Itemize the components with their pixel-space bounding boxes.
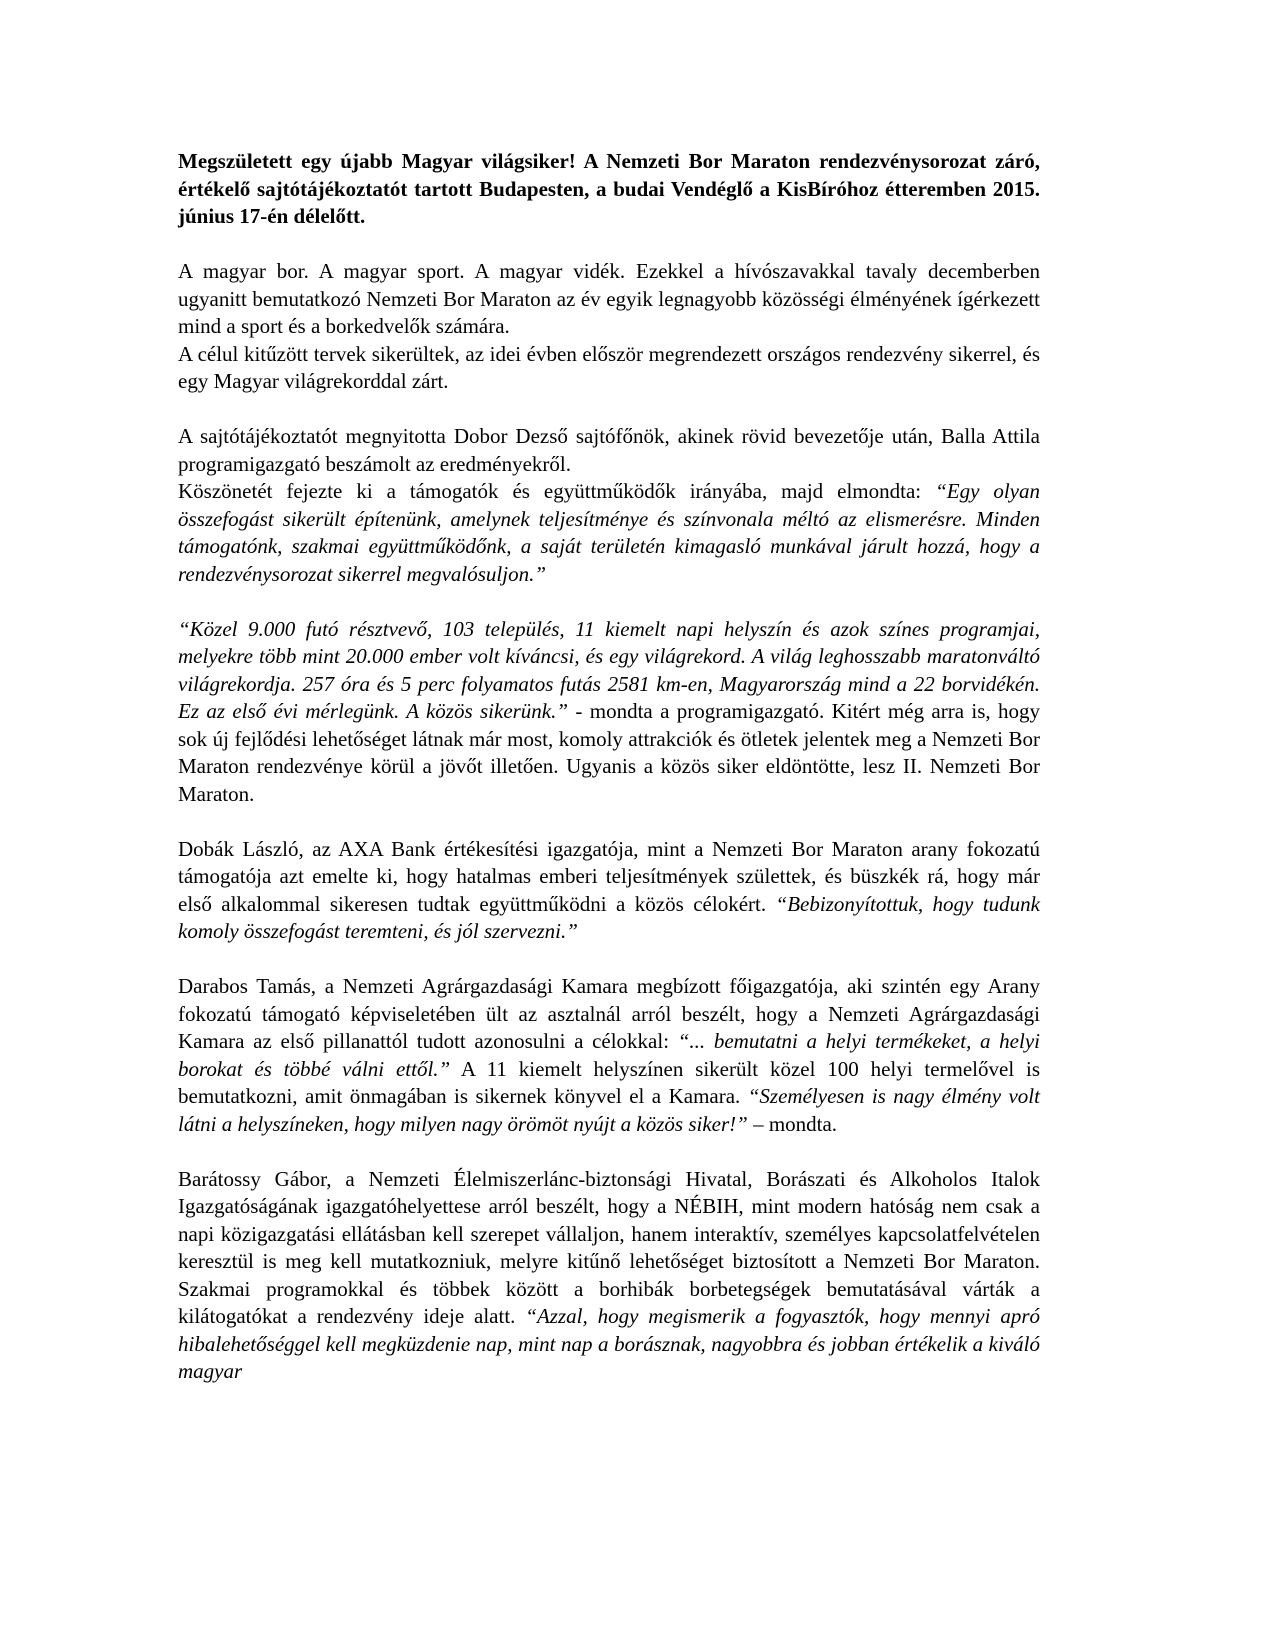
text-run: Darabos Tamás, a Nemzeti Agrárgazdasági Kamara megbízott főigazgatója, aki szintén egy Arany fokozatú támogató képviseletében ült az asztalnál arról beszélt, hogy a Nemzeti Agrárgazdasági Kamara az első pillanattól tudott azonosulni a célokkal:	[178, 974, 1040, 1053]
text-run: “Közel 9.000 futó résztvevő, 103 település, 11 kiemelt napi helyszín és azok színes programjai, melyekre több mint 20.000 ember volt kíváncsi, és egy világrekord. A világ leghosszabb maratonváltó világrekordja. 257 óra és 5 perc folyamatos futás 2581 km-en, Magyarország mind a 22 borvidékén. Ez az első évi mérlegünk. A közös sikerünk.”	[178, 616, 1040, 723]
text-run: “Személyesen is nagy élmény volt látni a helyszíneken, hogy milyen nagy örömöt nyújt a közös siker!”	[178, 1084, 1040, 1136]
text-block	[178, 836, 1040, 946]
text-run: A magyar bor. A magyar sport. A magyar vidék. Ezekkel a hívószavakkal tavaly decemberben ugyanitt bemutatkozó Nemzeti Bor Maraton az év egyik legnagyobb közösségi élményének ígérkezett mind a sport és a borkedvelők számára.	[178, 259, 1040, 338]
text-block	[178, 423, 1040, 588]
paragraph	[178, 478, 1040, 588]
text-block	[178, 258, 1040, 396]
text-run: “... bemutatni a helyi termékeket, a helyi borokat és többé válni ettől.”	[178, 1029, 1040, 1081]
text-run: – mondta.	[747, 1111, 838, 1136]
document-body	[178, 258, 1040, 1386]
text-run: Barátossy Gábor, a Nemzeti Élelmiszerlánc-biztonsági Hivatal, Borászati és Alkoholos Italok Igazgatóságának igazgatóhelyettese arról beszélt, hogy a NÉBIH, mint modern hatóság nem csak a napi közigazgatási ellátásban kell szerepet vállaljon, hanem interaktív, személyes kapcsolatfelvételen keresztül is meg kell mutatkozniuk, melyre kitűnő lehetőséget biztosított a Nemzeti Bor Maraton. Szakmai programokkal és többek között a borhibák borbetegségek bemutatásával várták a kilátogatókat a rendezvény ideje alatt.	[178, 1166, 1040, 1328]
document-title: Megszületett egy újabb Magyar világsiker! A Nemzeti Bor Maraton rendezvénysorozat záró, értékelő sajtótájékoztatót tartott Budapesten, a budai Vendéglő a KisBíróhoz étteremben 2015. június 17-én délelőtt.	[178, 149, 1040, 228]
paragraph	[178, 616, 1040, 809]
text-block	[178, 1166, 1040, 1386]
text-run: A célul kitűzött tervek sikerültek, az idei évben először megrendezett országos rendezvény sikerrel, és egy Magyar világrekorddal zárt.	[178, 341, 1040, 393]
text-run: A sajtótájékoztatót megnyitotta Dobor Dezső sajtófőnök, akinek rövid bevezetője után, Balla Attila programigazgató beszámolt az eredményekről.	[178, 424, 1040, 476]
paragraph	[178, 1166, 1040, 1386]
text-block	[178, 973, 1040, 1138]
text-block	[178, 616, 1040, 809]
paragraph	[178, 341, 1040, 396]
paragraph	[178, 423, 1040, 478]
paragraph	[178, 973, 1040, 1138]
text-run: A 11 kiemelt helyszínen sikerült közel 100 helyi termelővel is bemutatkozni, amit önmagában is sikernek könyvel el a Kamara.	[178, 1056, 1040, 1108]
paragraph	[178, 836, 1040, 946]
text-run: “Azzal, hogy megismerik a fogyasztók, hogy mennyi apró hibalehetőséggel kell megküzdenie nap, mint nap a borásznak, nagyobbra és jobban értékelik a kiváló magyar	[178, 1304, 1040, 1383]
text-run: Köszönetét fejezte ki a támogatók és együttműködők irányába, majd elmondta:	[178, 479, 936, 503]
text-run: “Egy olyan összefogást sikerült építenünk, amelynek teljesítménye és színvonala méltó az elismerésre. Minden támogatónk, szakmai együttműködőnk, a saját területén kimagasló munkával járult hozzá, hogy a rendezvénysorozat sikerrel megvalósuljon.”	[178, 479, 1040, 586]
text-run: “Bebizonyítottuk, hogy tudunk komoly összefogást teremteni, és jól szervezni.”	[178, 891, 1040, 943]
paragraph	[178, 258, 1040, 341]
text-run: Dobák László, az AXA Bank értékesítési igazgatója, mint a Nemzeti Bor Maraton arany fokozatú támogatója azt emelte ki, hogy hatalmas emberi teljesítmények születtek, és büszkék rá, hogy már első alkalommal sikeresen tudtak együttműködni a közös célokért.	[178, 836, 1040, 916]
text-run: - mondta a programigazgató. Kitért még arra is, hogy sok új fejlődési lehetőséget látnak már most, komoly attrakciók és ötletek jelentek meg a Nemzeti Bor Maraton rendezvénye körül a jövőt illetően. Ugyanis a közös siker eldöntötte, lesz II. Nemzeti Bor Maraton.	[178, 699, 1040, 806]
